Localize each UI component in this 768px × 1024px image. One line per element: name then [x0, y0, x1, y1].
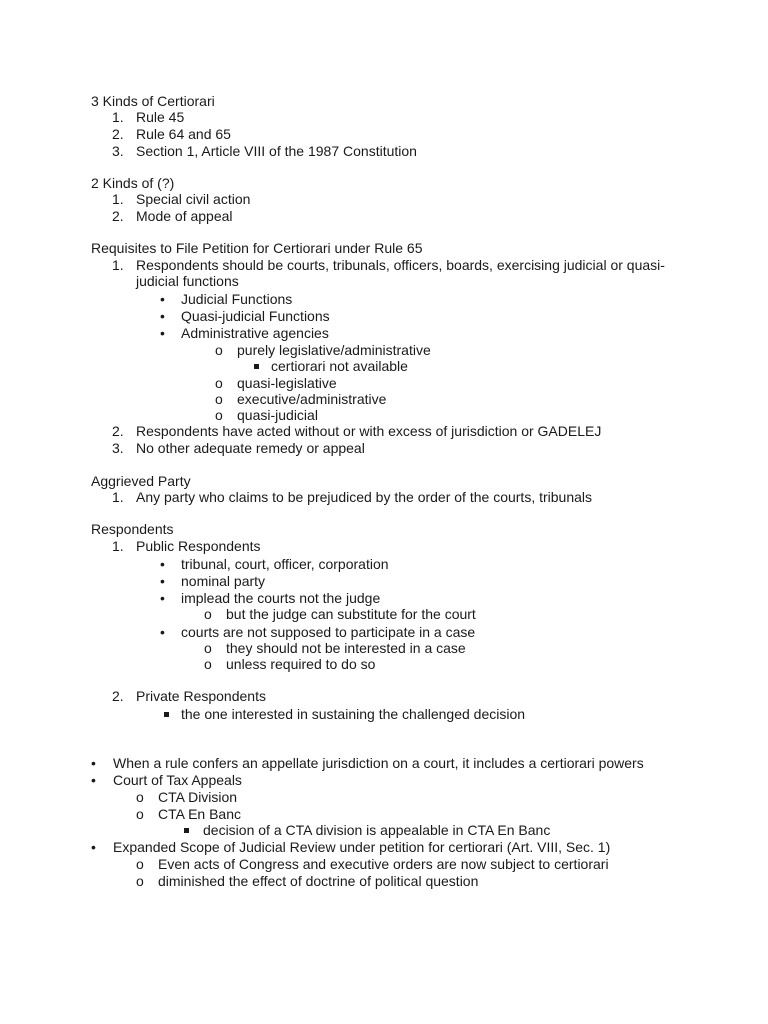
square-bullet-icon	[184, 822, 189, 838]
list-item: the one interested in sustaining the challenged decision	[181, 706, 526, 722]
heading-two-kinds: 2 Kinds of (?)	[91, 175, 175, 191]
heading-respondents: Respondents	[91, 521, 174, 537]
list-item: quasi-judicial	[237, 407, 318, 423]
list-item: Any party who claims to be prejudiced by the order of the courts, tribunals	[136, 489, 593, 505]
list-item: Administrative agencies	[181, 325, 329, 341]
list-item: Private Respondents	[136, 688, 266, 704]
list-number: 2.	[112, 126, 124, 142]
list-item: When a rule confers an appellate jurisdiction on a court, it includes a certiorari powers	[113, 755, 644, 771]
list-item: Even acts of Congress and executive orders are now subject to certiorari	[158, 856, 609, 872]
list-item: courts are not supposed to participate in a case	[181, 624, 476, 640]
circle-bullet-icon: o	[215, 407, 223, 423]
list-item: Judicial Functions	[181, 291, 293, 307]
list-item: Rule 64 and 65	[136, 126, 231, 142]
circle-bullet-icon: o	[215, 375, 223, 391]
bullet-icon: •	[160, 291, 165, 307]
bullet-icon: •	[160, 556, 165, 572]
list-item: CTA Division	[158, 789, 238, 805]
list-number: 3.	[112, 440, 124, 456]
circle-bullet-icon: o	[204, 606, 212, 622]
circle-bullet-icon: o	[204, 640, 212, 656]
heading-kinds-of-certiorari: 3 Kinds of Certiorari	[91, 93, 215, 109]
list-item: tribunal, court, officer, corporation	[181, 556, 389, 572]
list-item: Rule 45	[136, 109, 185, 125]
list-item: Expanded Scope of Judicial Review under petition for certiorari (Art. VIII, Sec. 1)	[113, 839, 611, 855]
circle-bullet-icon: o	[136, 789, 144, 805]
list-item: Mode of appeal	[136, 208, 233, 224]
circle-bullet-icon: o	[204, 656, 212, 672]
list-number: 3.	[112, 143, 124, 159]
list-item: Respondents should be courts, tribunals, officers, boards, exercising judicial or quasi-	[136, 257, 665, 273]
list-number: 2.	[112, 688, 124, 704]
bullet-icon: •	[160, 624, 165, 640]
bullet-icon: •	[160, 573, 165, 589]
circle-bullet-icon: o	[136, 806, 144, 822]
list-item: unless required to do so	[226, 656, 376, 672]
list-item: Quasi-judicial Functions	[181, 308, 330, 324]
square-bullet-icon	[254, 358, 259, 374]
list-item: they should not be interested in a case	[226, 640, 466, 656]
list-item: CTA En Banc	[158, 806, 242, 822]
list-item: No other adequate remedy or appeal	[136, 440, 365, 456]
list-item: executive/administrative	[237, 391, 387, 407]
bullet-icon: •	[91, 772, 96, 788]
circle-bullet-icon: o	[215, 342, 223, 358]
heading-requisites: Requisites to File Petition for Certiorari under Rule 65	[91, 240, 423, 256]
list-item-continuation: judicial functions	[136, 273, 239, 289]
list-number: 1.	[112, 257, 124, 273]
list-item: Respondents have acted without or with excess of jurisdiction or GADELEJ	[136, 423, 602, 439]
list-item: but the judge can substitute for the court	[226, 606, 476, 622]
bullet-icon: •	[91, 839, 96, 855]
list-item: certiorari not available	[271, 358, 408, 374]
list-number: 2.	[112, 423, 124, 439]
list-item: Section 1, Article VIII of the 1987 Constitution	[136, 143, 417, 159]
list-item: decision of a CTA division is appealable in CTA En Banc	[203, 822, 551, 838]
bullet-icon: •	[91, 755, 96, 771]
list-item: diminished the effect of doctrine of political question	[158, 873, 479, 889]
list-item: quasi-legislative	[237, 375, 337, 391]
list-number: 1.	[112, 538, 124, 554]
list-item: nominal party	[181, 573, 266, 589]
list-item: implead the courts not the judge	[181, 590, 381, 606]
list-number: 1.	[112, 109, 124, 125]
bullet-icon: •	[160, 325, 165, 341]
list-number: 1.	[112, 489, 124, 505]
circle-bullet-icon: o	[136, 856, 144, 872]
square-bullet-icon	[164, 706, 169, 722]
circle-bullet-icon: o	[136, 873, 144, 889]
list-item: purely legislative/administrative	[237, 342, 431, 358]
list-item: Special civil action	[136, 191, 251, 207]
circle-bullet-icon: o	[215, 391, 223, 407]
bullet-icon: •	[160, 590, 165, 606]
heading-aggrieved-party: Aggrieved Party	[91, 473, 191, 489]
bullet-icon: •	[160, 308, 165, 324]
list-number: 2.	[112, 208, 124, 224]
list-item: Court of Tax Appeals	[113, 772, 242, 788]
list-number: 1.	[112, 191, 124, 207]
list-item: Public Respondents	[136, 538, 261, 554]
